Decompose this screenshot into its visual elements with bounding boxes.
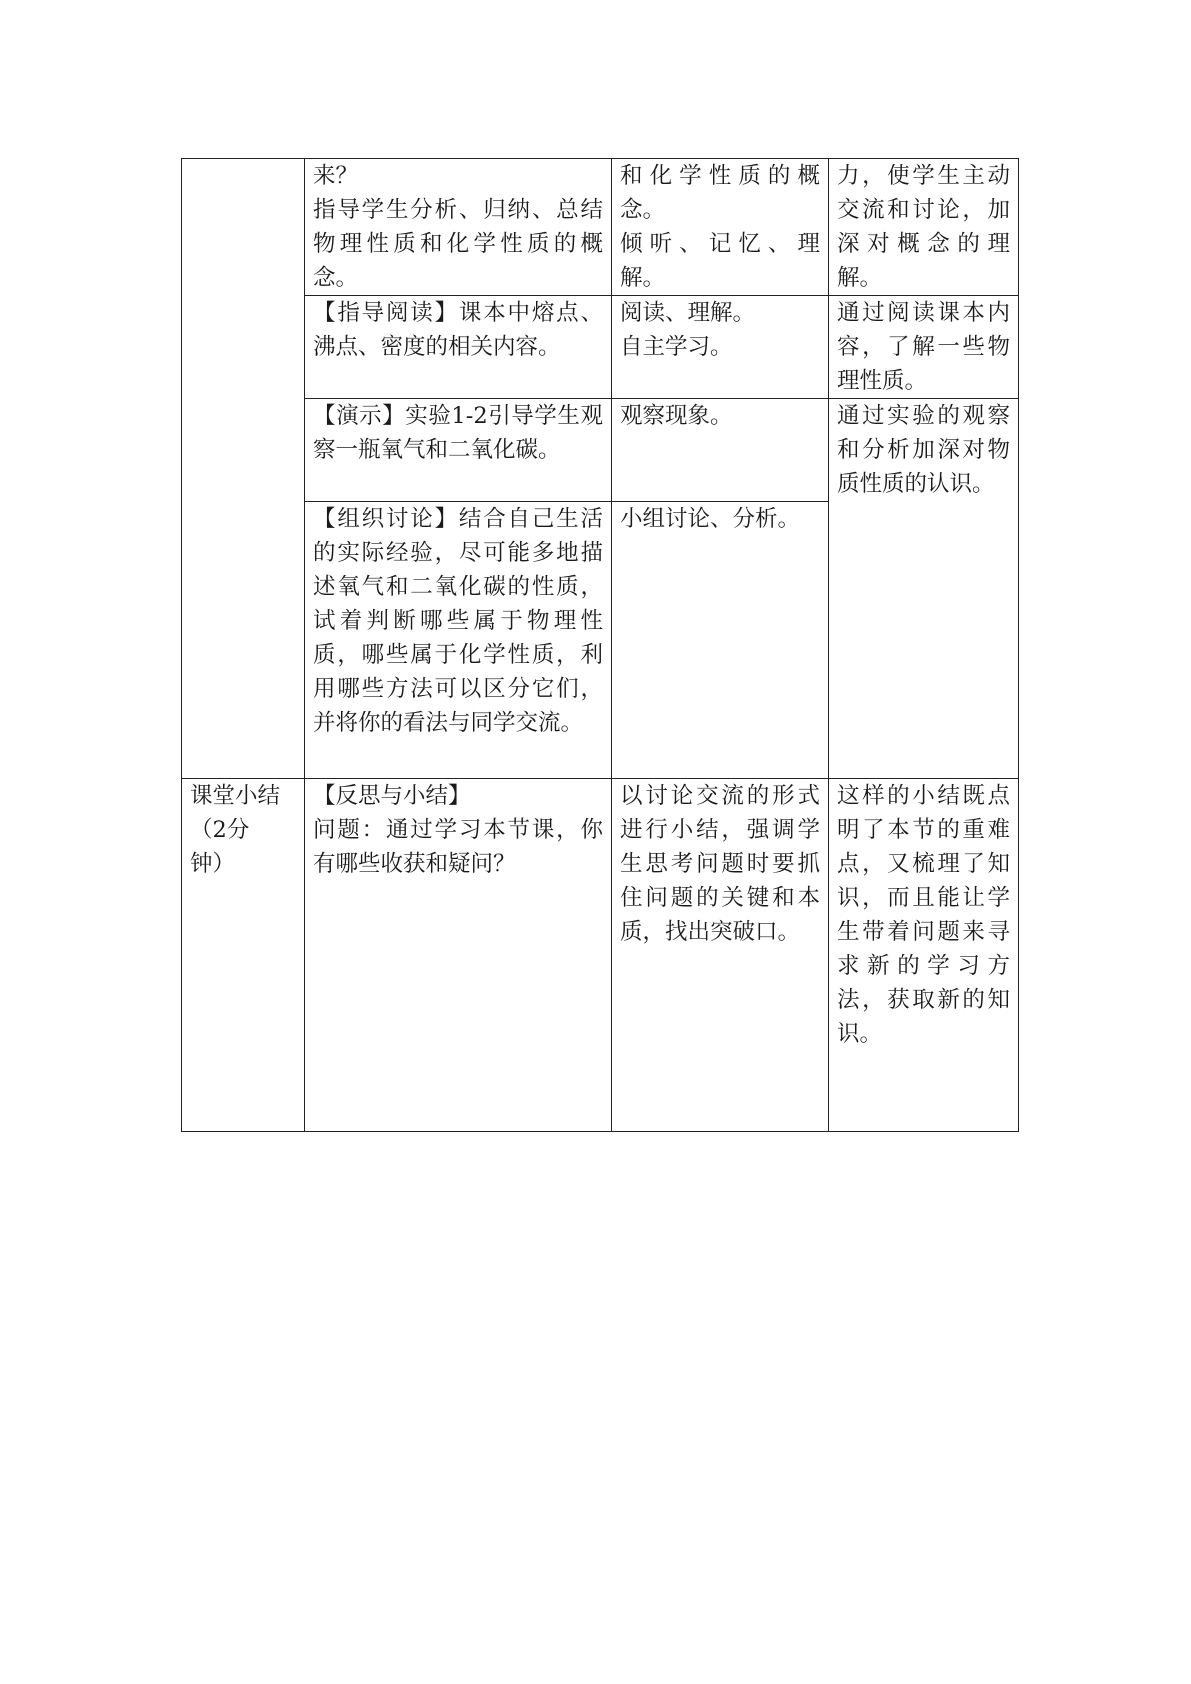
lesson-plan-table [181,158,1019,1132]
stage-duration: （2分 [190,817,250,843]
student-activity-cell [612,779,829,1132]
design-intent-cell [829,399,1019,779]
stage-duration: 钟） [190,851,236,877]
table-row [182,159,1019,296]
teacher-text: 【指导阅读】课本中熔点、沸点、密度的相关内容。 [313,300,603,360]
design-intent-cell [829,296,1019,399]
intent-text: 力，使学生主动交流和讨论，加深对概念的理解。 [837,163,1010,291]
student-text: 以讨论交流的形式进行小结，强调学生思考问题时要抓住问题的关键和本质，找出突破口。 [620,783,820,945]
intent-text: 这样的小结既点明了本节的重难点，又梳理了知识，而且能让学生带着问题来寻求新的学习方法，获取新的知识。 [837,783,1010,1047]
intent-text: 通过实验的观察和分析加深对物质性质的认识。 [837,403,1010,497]
teacher-activity-cell [305,502,612,779]
student-text: 观察现象。 [620,403,733,429]
teacher-activity-cell [305,159,612,296]
teacher-text: 【组织讨论】结合自己生活的实际经验，尽可能多地描述氧气和二氧化碳的性质，试着判断哪些属于物理性质，哪些属于化学性质，利用哪些方法可以区分它们，并将你的看法与同学交流。 [313,506,603,736]
teacher-text: 【反思与小结】 [313,783,471,809]
student-text: 小组讨论、分析。 [620,506,801,532]
student-text: 倾听、记忆、理解。 [620,231,820,291]
teacher-activity-cell [305,779,612,1132]
stage-cell-empty [182,159,305,779]
design-intent-cell [829,779,1019,1132]
teacher-text: 【演示】实验1-2引导学生观察一瓶氧气和二氧化碳。 [313,403,603,463]
student-activity-cell [612,502,829,779]
teacher-text: 来？ [313,163,359,189]
student-text: 和化学性质的概念。 [620,163,820,223]
student-text: 自主学习。 [620,334,733,360]
intent-text: 通过阅读课本内容，了解一些物理性质。 [837,300,1010,394]
teacher-text: 指导学生分析、归纳、总结物理性质和化学性质的概念。 [313,197,603,291]
student-text: 阅读、理解。 [620,300,756,326]
design-intent-cell [829,159,1019,296]
table-row [182,296,1019,399]
table-row [182,399,1019,502]
table-row [182,779,1019,1132]
teacher-text: 问题：通过学习本节课，你有哪些收获和疑问？ [313,817,603,877]
stage-cell [182,779,305,1132]
student-activity-cell [612,159,829,296]
teacher-activity-cell [305,296,612,399]
student-activity-cell [612,399,829,502]
stage-title: 课堂小结 [190,783,281,809]
student-activity-cell [612,296,829,399]
teacher-activity-cell [305,399,612,502]
